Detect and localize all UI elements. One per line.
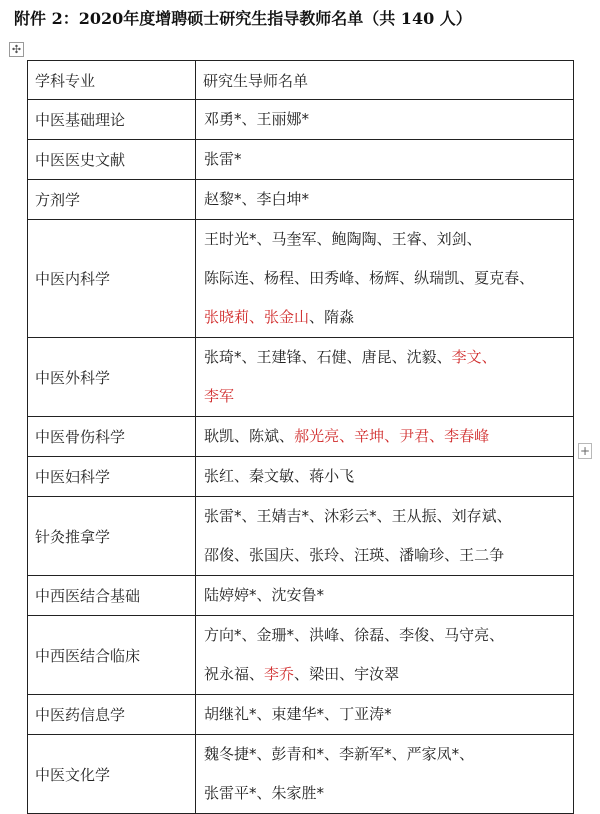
name-separator: 、 [429,626,445,644]
tutor-name: 李文 [451,348,482,366]
tutor-line [204,180,573,219]
tutor-name: 郝光亮 [294,427,340,445]
tutor-table [27,60,574,814]
tutor-line [204,497,573,536]
tutor-names-cell [196,616,574,695]
tutor-name: 沈毅 [406,348,437,366]
name-separator: 、 [429,427,445,445]
subject-cell: 中医妇科学 [28,457,196,497]
name-separator: 、 [339,427,355,445]
tutor-names-cell [196,220,574,338]
tutor-name: 王睿 [391,230,422,248]
name-separator: 、 [301,348,317,366]
tutor-name: 王建锋 [256,348,302,366]
tutor-name: 胡继礼* [204,705,257,723]
name-separator: 、 [391,745,407,763]
tutor-name: 方向* [204,626,242,644]
name-separator: 、 [436,507,452,525]
tutor-name: 马守亮 [444,626,490,644]
table-move-handle[interactable]: ✣ [9,42,24,57]
tutor-name: 杨程 [264,269,295,287]
name-separator: 、 [489,626,505,644]
tutor-name: 汪瑛 [354,546,385,564]
subject-cell: 针灸推拿学 [28,497,196,576]
table-body [28,100,574,814]
tutor-name: 宇汝翠 [354,665,400,683]
tutor-line [204,655,573,694]
tutor-name: 李俊 [399,626,430,644]
name-separator: 、 [324,705,340,723]
name-separator: 、 [459,269,475,287]
tutor-name: 张雷* [204,507,242,525]
name-separator: 、 [294,269,310,287]
name-separator: 、 [234,467,250,485]
name-separator: 、 [256,586,272,604]
tutor-line [204,140,573,179]
tutor-name: 石健 [316,348,347,366]
tutor-line [204,735,573,774]
name-separator: 、 [481,348,497,366]
tutor-name: 李春峰 [444,427,490,445]
tutor-name: 张雷* [204,150,242,168]
tutor-names-cell [196,417,574,457]
tutor-name: 王丽娜* [256,110,310,128]
tutor-line [204,417,573,456]
table-row [28,695,574,735]
tutor-name: 蒋小飞 [309,467,355,485]
name-separator: 、 [241,626,257,644]
table-row [28,616,574,695]
name-separator: 、 [294,665,310,683]
tutor-name: 王从振 [391,507,437,525]
name-separator: 、 [256,705,272,723]
tutor-name: 陆婷婷* [204,586,257,604]
tutor-name: 陈际连 [204,269,250,287]
tutor-names-cell [196,497,574,576]
tutor-name: 张金山 [264,308,310,326]
name-separator: 、 [466,230,482,248]
tutor-line [204,377,573,416]
tutor-name: 张晓莉 [204,308,250,326]
tutor-name: 李新军* [339,745,392,763]
table-row [28,576,574,616]
table-row [28,735,574,814]
tutor-name: 梁田 [309,665,340,683]
subject-cell: 中医药信息学 [28,695,196,735]
tutor-name: 束建华* [271,705,325,723]
name-separator: 、 [339,546,355,564]
header-tutors: 研究生导师名单 [196,61,574,100]
tutor-name: 尹君 [399,427,430,445]
tutor-name: 耿凯 [204,427,235,445]
subject-cell: 方剂学 [28,180,196,220]
tutor-line [204,536,573,575]
tutor-name: 刘剑 [436,230,467,248]
tutor-name: 金珊* [256,626,295,644]
tutor-name: 纵瑞凯 [414,269,460,287]
tutor-name: 张雷平* [204,784,257,802]
name-separator: 、 [309,507,325,525]
name-separator: 、 [339,626,355,644]
tutor-name: 李乔 [264,665,295,683]
name-separator: 、 [249,269,265,287]
tutor-name: 彭青和* [271,745,325,763]
tutor-name: 沈安鲁* [271,586,325,604]
tutor-name: 魏冬捷* [204,745,257,763]
name-separator: 、 [316,230,332,248]
name-separator: 、 [241,507,257,525]
name-separator: 、 [354,269,370,287]
page-title: 附件 2：2020年度增聘硕士研究生指导教师名单（共 140 人） [14,9,472,28]
tutor-name: 杨辉 [369,269,400,287]
tutor-line [204,100,573,139]
tutor-line [204,695,573,734]
tutor-name: 王二争 [459,546,505,564]
table-row [28,457,574,497]
tutor-line [204,220,573,259]
tutor-name: 严家凤* [406,745,460,763]
subject-cell: 中西医结合临床 [28,616,196,695]
name-separator: 、 [309,308,325,326]
tutor-names-cell [196,457,574,497]
tutor-name: 王时光* [204,230,257,248]
name-separator: 、 [399,269,415,287]
name-separator: 、 [256,230,272,248]
tutor-name: 张红 [204,467,235,485]
tutor-name: 徐磊 [354,626,385,644]
table-row [28,417,574,457]
name-separator: 、 [294,467,310,485]
subject-cell: 中医医史文献 [28,140,196,180]
tutor-name: 洪峰 [309,626,340,644]
tutor-name: 李白坤* [256,190,310,208]
table-row [28,497,574,576]
tutor-name: 丁亚涛* [339,705,392,723]
name-separator: 、 [421,230,437,248]
tutor-name: 夏克春 [474,269,520,287]
tutor-name: 赵黎* [204,190,242,208]
subject-cell: 中医骨伤科学 [28,417,196,457]
tutor-name: 隋淼 [324,308,355,326]
add-row-button[interactable]: + [579,444,591,458]
table-header-row [28,61,574,100]
tutor-line [204,298,573,337]
name-separator: 、 [294,546,310,564]
tutor-name: 张玲 [309,546,340,564]
name-separator: 、 [391,348,407,366]
tutor-line [204,457,573,496]
tutor-names-cell [196,695,574,735]
name-separator: 、 [279,427,295,445]
name-separator: 、 [519,269,535,287]
tutor-name: 马奎军 [271,230,317,248]
name-separator: 、 [444,546,460,564]
subject-cell: 中西医结合基础 [28,576,196,616]
name-separator: 、 [256,745,272,763]
name-separator: 、 [376,230,392,248]
name-separator: 、 [436,348,452,366]
tutor-line [204,259,573,298]
name-separator: 、 [249,308,265,326]
name-separator: 、 [294,626,310,644]
tutor-name: 田秀峰 [309,269,355,287]
name-separator: 、 [376,507,392,525]
tutor-names-cell [196,338,574,417]
tutor-names-cell [196,576,574,616]
name-separator: 、 [384,546,400,564]
table-row [28,180,574,220]
tutor-name: 辛坤 [354,427,385,445]
tutor-name: 潘喻珍 [399,546,445,564]
tutor-name: 沐彩云* [324,507,377,525]
table-row [28,100,574,140]
tutor-name: 邵俊 [204,546,235,564]
tutor-name: 祝永福 [204,665,250,683]
name-separator: 、 [384,427,400,445]
name-separator: 、 [384,626,400,644]
tutor-name: 刘存斌 [451,507,497,525]
tutor-name: 唐昆 [361,348,392,366]
name-separator: 、 [241,110,257,128]
table-row [28,338,574,417]
tutor-line [204,774,573,813]
tutor-names-cell [196,100,574,140]
name-separator: 、 [234,546,250,564]
tutor-line [204,338,573,377]
name-separator: 、 [339,665,355,683]
tutor-name: 张国庆 [249,546,295,564]
name-separator: 、 [234,427,250,445]
subject-cell: 中医内科学 [28,220,196,338]
tutor-line [204,616,573,655]
tutor-names-cell [196,180,574,220]
tutor-line [204,576,573,615]
tutor-names-cell [196,140,574,180]
tutor-name: 秦文敏 [249,467,295,485]
tutor-name: 鲍陶陶 [331,230,377,248]
subject-cell: 中医文化学 [28,735,196,814]
tutor-name: 李军 [204,387,235,405]
tutor-name: 张琦* [204,348,242,366]
tutor-name: 朱家胜* [271,784,325,802]
tutor-name: 邓勇* [204,110,242,128]
tutor-names-cell [196,735,574,814]
subject-cell: 中医外科学 [28,338,196,417]
table-row [28,220,574,338]
name-separator: 、 [241,348,257,366]
tutor-name: 王婧吉* [256,507,310,525]
tutor-name: 陈斌 [249,427,280,445]
header-subject: 学科专业 [28,61,196,100]
name-separator: 、 [346,348,362,366]
name-separator: 、 [249,665,265,683]
name-separator: 、 [459,745,475,763]
name-separator: 、 [241,190,257,208]
name-separator: 、 [496,507,512,525]
name-separator: 、 [256,784,272,802]
name-separator: 、 [324,745,340,763]
table-row [28,140,574,180]
subject-cell: 中医基础理论 [28,100,196,140]
